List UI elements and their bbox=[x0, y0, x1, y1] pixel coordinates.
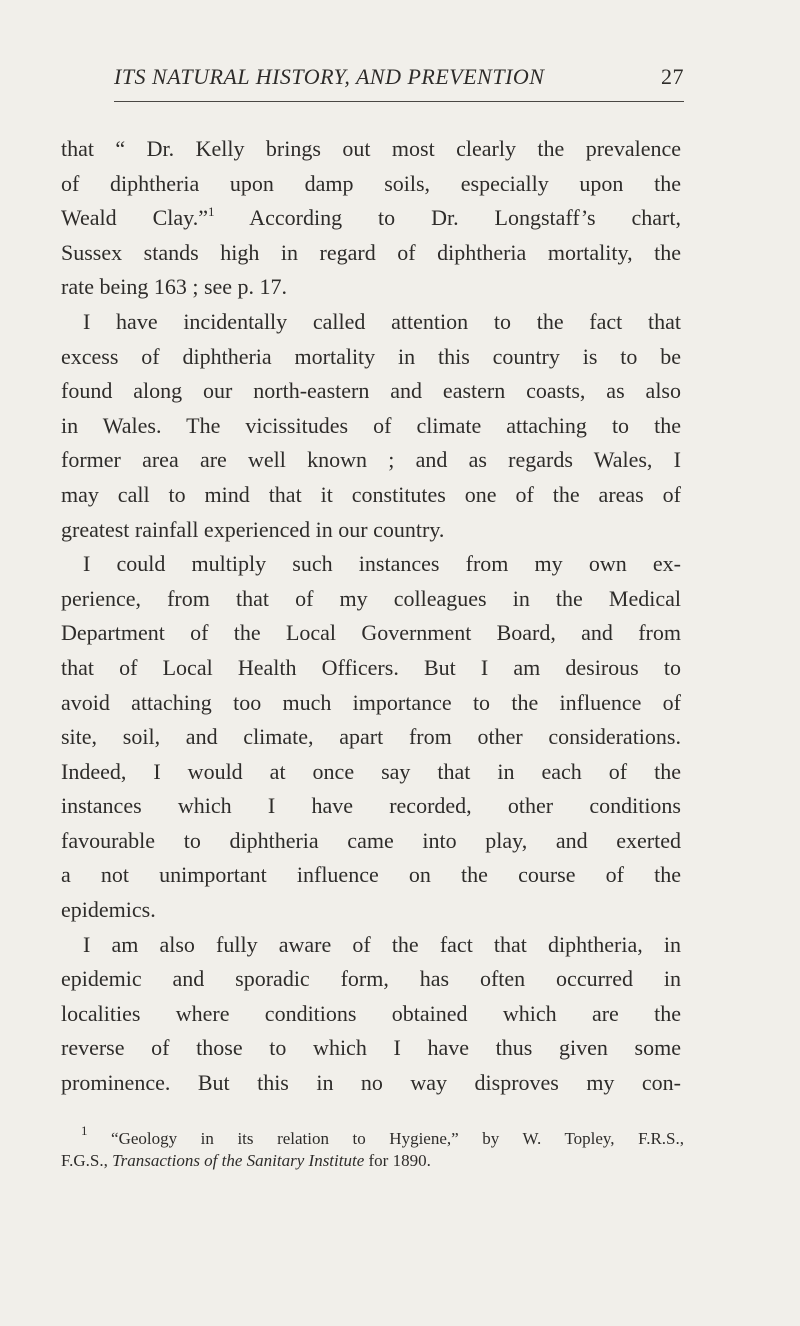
text-line: rate being 163 ; see p. 17. bbox=[61, 274, 288, 300]
text-line: instances which I have recorded, other conditions bbox=[61, 793, 681, 819]
text-line: avoid attaching too much importance to the influence of bbox=[61, 689, 681, 715]
text-line: that of Local Health Officers. But I am desirous to bbox=[61, 654, 681, 680]
text-line: epidemics. bbox=[61, 897, 156, 923]
text-line: may call to mind that it constitutes one of the areas of bbox=[61, 481, 681, 507]
text-line bbox=[61, 201, 681, 236]
footnote-text: F.G.S., bbox=[61, 1151, 113, 1170]
running-header bbox=[114, 64, 684, 94]
text-line: former area are well known ; and as regards Wales, I bbox=[61, 447, 681, 473]
text-line: favourable to diphtheria came into play, and exerted bbox=[61, 827, 681, 853]
text-line: a not unimportant influence on the course of the bbox=[61, 862, 681, 888]
text-line: Sussex stands high in regard of diphtheria mortality, the bbox=[61, 239, 681, 265]
text-line: Indeed, I would at once say that in each of the bbox=[61, 758, 681, 784]
footnote-marker: 1 bbox=[81, 1123, 88, 1138]
text-line: in Wales. The vicissitudes of climate attaching to the bbox=[61, 412, 681, 438]
text-fragment: Weald Clay.” bbox=[61, 205, 208, 231]
text-line: that “ Dr. Kelly brings out most clearly the prevalence bbox=[61, 136, 681, 161]
text-line: excess of diphtheria mortality in this country is to be bbox=[61, 343, 681, 369]
text-line: localities where conditions obtained which are the bbox=[61, 1000, 681, 1026]
footnote-line bbox=[61, 1150, 684, 1172]
page-number: 27 bbox=[661, 64, 684, 89]
footnote-line bbox=[81, 1123, 684, 1150]
footnote-citation-title: Transactions of the Sanitary Institute bbox=[112, 1151, 365, 1170]
text-line: site, soil, and climate, apart from other considerations. bbox=[61, 724, 681, 750]
text-line: found along our north-eastern and eastern coasts, as also bbox=[61, 378, 681, 404]
text-line: perience, from that of my colleagues in the Medical bbox=[61, 585, 681, 611]
text-line: I have incidentally called attention to the fact that bbox=[83, 308, 681, 334]
body-text bbox=[61, 132, 681, 1101]
footnote bbox=[61, 1123, 684, 1172]
header-rule bbox=[114, 101, 684, 102]
text-line: Department of the Local Government Board, and from bbox=[61, 620, 681, 646]
text-line: epidemic and sporadic form, has often occurred in bbox=[61, 966, 681, 992]
text-line: reverse of those to which I have thus given some bbox=[61, 1035, 681, 1061]
text-line: I could multiply such instances from my own ex- bbox=[83, 551, 681, 577]
footnote-text: “Geology in its relation to Hygiene,” by W. Topley, F.R.S., bbox=[87, 1129, 684, 1148]
footnote-text: for 1890. bbox=[364, 1151, 431, 1170]
footnote-ref: 1 bbox=[207, 204, 215, 220]
text-fragment: According to Dr. Longstaff’s chart, bbox=[214, 205, 681, 231]
running-title: ITS NATURAL HISTORY, AND PREVENTION bbox=[114, 64, 545, 89]
text-line: greatest rainfall experienced in our country. bbox=[61, 516, 445, 542]
text-line: of diphtheria upon damp soils, especially upon the bbox=[61, 170, 681, 196]
text-line: I am also fully aware of the fact that diphtheria, in bbox=[83, 931, 681, 957]
text-line: prominence. But this in no way disproves my con- bbox=[61, 1070, 681, 1096]
